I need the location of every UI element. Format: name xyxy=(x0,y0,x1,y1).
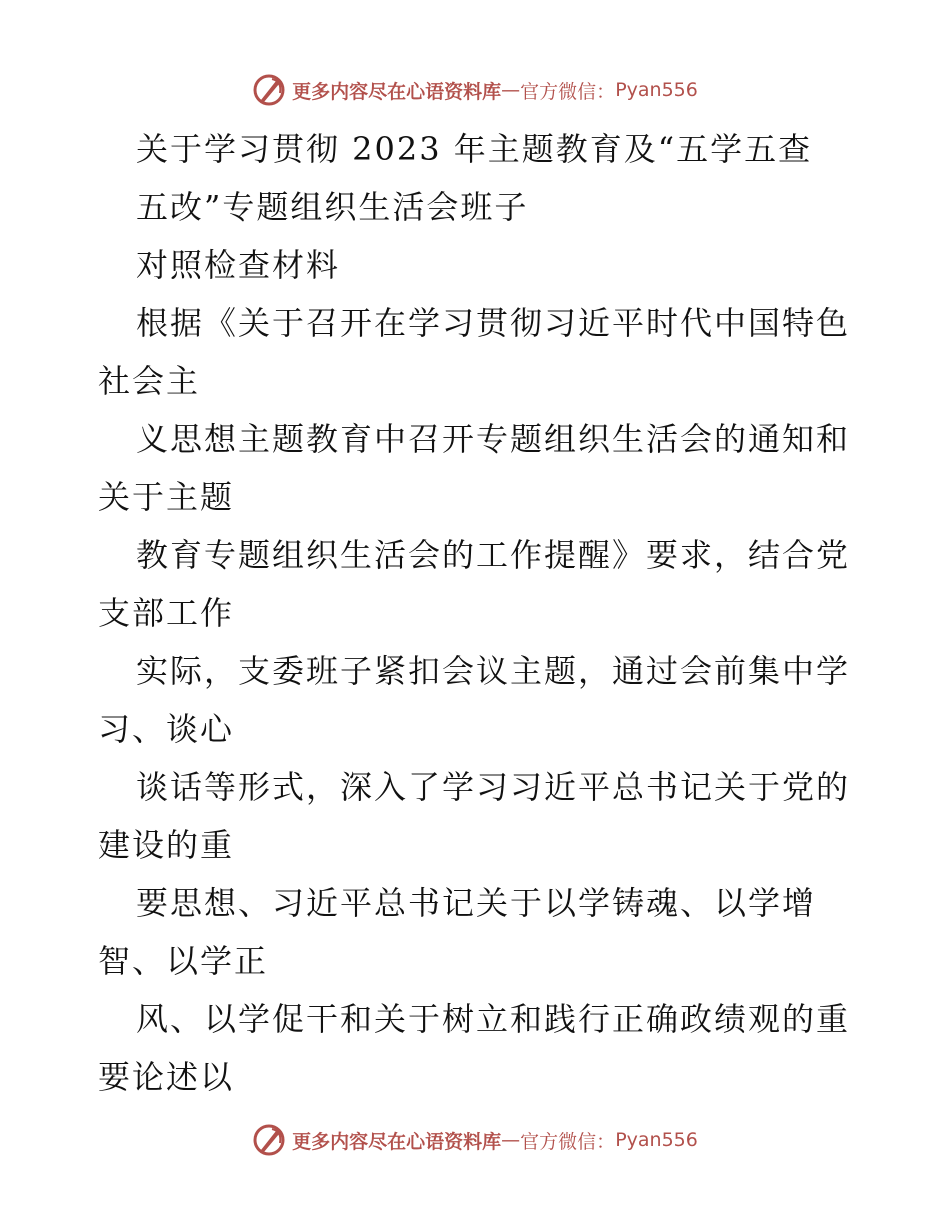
banner-lead-text: 更多内容尽在心语资料库 xyxy=(292,80,502,103)
banner-account: Pyan556 xyxy=(615,79,698,101)
pen-logo-icon xyxy=(252,73,286,107)
footer-lead-text: 更多内容尽在心语资料库 xyxy=(292,1130,502,1153)
document-line: 关于主题 xyxy=(98,478,235,516)
document-line: 关于学习贯彻 2023 年主题教育及“五学五查 xyxy=(136,130,813,168)
pen-logo-icon xyxy=(252,1123,286,1157)
banner-dash: — xyxy=(501,79,521,101)
document-line: 社会主 xyxy=(98,362,201,400)
document-line: 谈话等形式，深入了学习习近平总书记关于党的 xyxy=(136,768,851,806)
document-line: 支部工作 xyxy=(98,594,235,632)
footer-dash: — xyxy=(501,1129,521,1151)
document-line: 根据《关于召开在学习贯彻习近平时代中国特色 xyxy=(136,304,851,342)
document-line: 要论述以 xyxy=(98,1058,235,1096)
footer-official-text: 官方微信： xyxy=(520,1130,616,1153)
document-line: 义思想主题教育中召开专题组织生活会的通知和 xyxy=(136,420,851,458)
document-line: 对照检查材料 xyxy=(136,246,341,284)
footer-account: Pyan556 xyxy=(615,1129,698,1151)
document-line: 智、以学正 xyxy=(98,942,269,980)
document-line: 习、谈心 xyxy=(98,710,235,748)
document-line: 建设的重 xyxy=(98,826,235,864)
header-banner xyxy=(0,72,950,108)
document-body xyxy=(98,120,858,1106)
footer-banner xyxy=(0,1122,950,1158)
banner-official-text: 官方微信： xyxy=(520,80,616,103)
document-line: 教育专题组织生活会的工作提醒》要求，结合党 xyxy=(136,536,851,574)
document-line: 五改”专题组织生活会班子 xyxy=(136,188,529,226)
document-line: 要思想、习近平总书记关于以学铸魂、以学增 xyxy=(136,884,817,922)
document-line: 实际，支委班子紧扣会议主题，通过会前集中学 xyxy=(136,652,851,690)
document-line: 风、以学促干和关于树立和践行正确政绩观的重 xyxy=(136,1000,851,1038)
